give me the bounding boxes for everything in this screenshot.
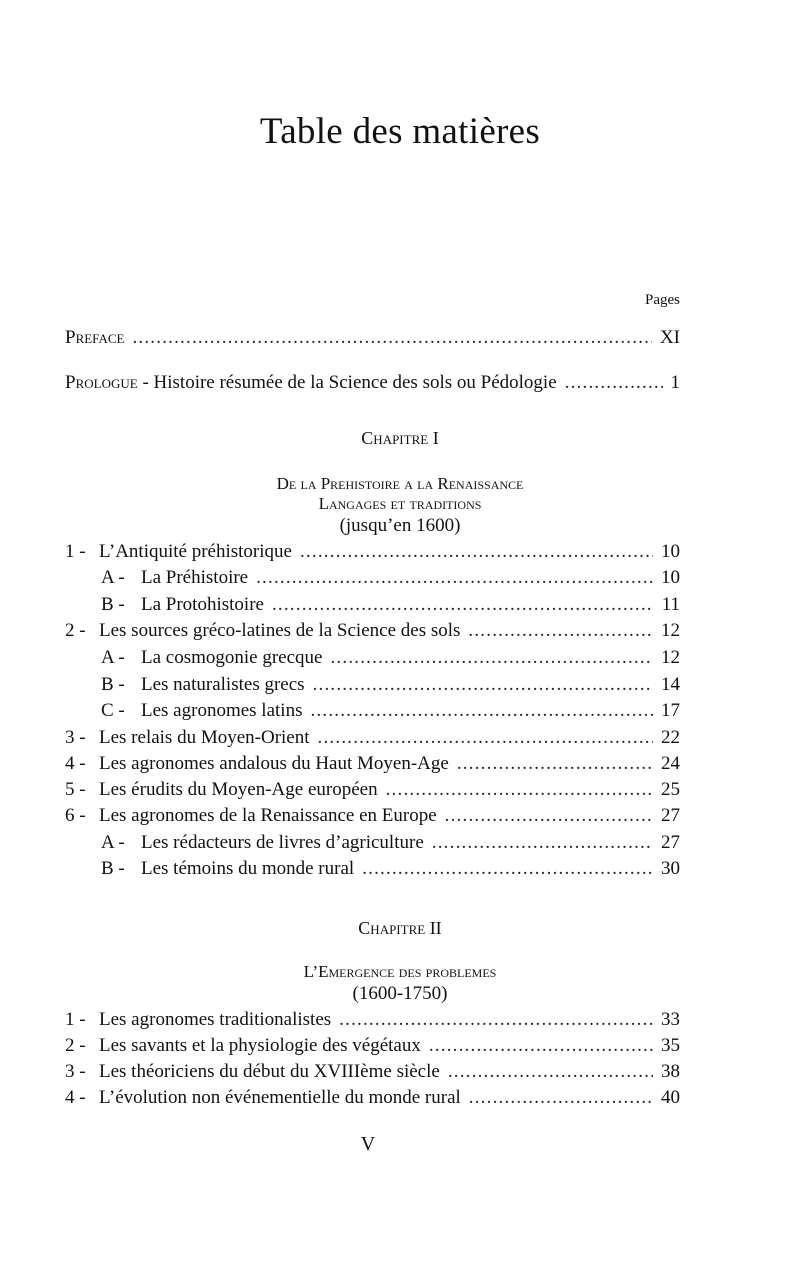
dot-leader [448, 1061, 653, 1083]
entry-number: 3 - [65, 1061, 86, 1082]
dot-leader [386, 779, 653, 801]
pages-column-label: Pages [645, 292, 680, 308]
dot-leader [330, 647, 653, 669]
entry-number: B - [101, 674, 125, 695]
entry-label: Prologue [65, 372, 138, 393]
entry-page: 35 [661, 1035, 680, 1056]
entry-title: Les témoins du monde rural [141, 858, 355, 879]
entry-number: 3 - [65, 727, 86, 748]
dot-leader [256, 567, 653, 589]
toc-entry [101, 858, 680, 880]
chapter-title: De la Prehistoire a la Renaissance [276, 474, 524, 493]
entry-title: L’évolution non événementielle du monde rural [99, 1087, 461, 1108]
chapter-period: (jusqu’en 1600) [339, 515, 461, 536]
dot-leader [429, 1035, 653, 1057]
chapter-title: L’Emergence des problemes [303, 962, 497, 981]
toc-entry [65, 1061, 680, 1083]
entry-page: XI [659, 327, 680, 348]
toc-entry [65, 753, 680, 775]
chapter-heading: Chapitre I [361, 428, 439, 448]
entry-title: Les érudits du Moyen-Age européen [99, 779, 378, 800]
dot-leader [362, 858, 653, 880]
dot-leader [132, 327, 651, 349]
entry-number: 5 - [65, 779, 86, 800]
entry-number: 1 - [65, 1009, 86, 1030]
toc-entry-preface [65, 327, 680, 349]
entry-number: 2 - [65, 620, 86, 641]
toc-entry [65, 620, 680, 642]
entry-number: 6 - [65, 805, 86, 826]
entry-title: Les savants et la physiologie des végétaux [99, 1035, 421, 1056]
toc-entry-prologue [65, 372, 680, 394]
toc-entry [65, 727, 680, 749]
entry-page: 25 [661, 779, 680, 800]
entry-page: 14 [661, 674, 680, 695]
entry-page: 10 [661, 541, 680, 562]
chapter-subtitle: Langages et traditions [318, 494, 482, 513]
toc-entry [65, 1087, 680, 1109]
toc-entry [65, 1035, 680, 1057]
toc-entry [101, 594, 680, 616]
dot-leader [318, 727, 653, 749]
toc-entry [101, 674, 680, 696]
entry-title: La cosmogonie grecque [141, 647, 323, 668]
toc-entry [65, 541, 680, 563]
entry-number: A - [101, 647, 125, 668]
entry-title: Les relais du Moyen-Orient [99, 727, 310, 748]
entry-page: 1 [670, 372, 680, 393]
dot-leader [313, 674, 653, 696]
entry-title: Les agronomes traditionalistes [99, 1009, 332, 1030]
entry-number: A - [101, 832, 125, 853]
entry-title: Les sources gréco-latines de la Science des sols [99, 620, 461, 641]
dot-leader [272, 594, 654, 616]
dot-leader [432, 832, 653, 854]
entry-page: 11 [661, 594, 680, 615]
entry-page: 30 [661, 858, 680, 879]
dot-leader [310, 700, 653, 722]
entry-title: L’Antiquité préhistorique [99, 541, 292, 562]
entry-number: 1 - [65, 541, 86, 562]
page-title: Table des matières [259, 111, 541, 152]
entry-title: Preface [65, 327, 125, 348]
entry-title: Les agronomes latins [141, 700, 303, 721]
dot-leader [468, 620, 653, 642]
chapter-heading: Chapitre II [358, 918, 442, 938]
dot-leader [457, 753, 653, 775]
entry-number: C - [101, 700, 125, 721]
dot-leader [565, 372, 663, 394]
entry-page: 40 [661, 1087, 680, 1108]
chapter-period: (1600-1750) [352, 983, 448, 1004]
entry-number: 2 - [65, 1035, 86, 1056]
page-number: V [360, 1133, 376, 1155]
entry-number: 4 - [65, 1087, 86, 1108]
entry-title: Les agronomes de la Renaissance en Europe [99, 805, 437, 826]
dot-leader [445, 805, 653, 827]
entry-page: 10 [661, 567, 680, 588]
entry-page: 12 [661, 620, 680, 641]
entry-page: 38 [661, 1061, 680, 1082]
entry-title: Les agronomes andalous du Haut Moyen-Age [99, 753, 449, 774]
dot-leader [469, 1087, 653, 1109]
entry-page: 12 [661, 647, 680, 668]
toc-entry [101, 700, 680, 722]
entry-page: 24 [661, 753, 680, 774]
toc-entry [65, 779, 680, 801]
toc-entry [101, 567, 680, 589]
toc-entry [65, 1009, 680, 1031]
entry-title: Les naturalistes grecs [141, 674, 305, 695]
entry-page: 27 [661, 805, 680, 826]
entry-page: 22 [661, 727, 680, 748]
entry-title: - Histoire résumée de la Science des sols ou Pédologie [137, 372, 557, 393]
entry-title: Les rédacteurs de livres d’agriculture [141, 832, 424, 853]
entry-title: Les théoriciens du début du XVIIIème siècle [99, 1061, 440, 1082]
entry-page: 17 [661, 700, 680, 721]
dot-leader [339, 1009, 653, 1031]
entry-title: La Préhistoire [141, 567, 249, 588]
toc-entry [101, 832, 680, 854]
entry-number: A - [101, 567, 125, 588]
toc-entry [101, 647, 680, 669]
entry-title: La Protohistoire [141, 594, 264, 615]
entry-page: 33 [661, 1009, 680, 1030]
entry-number: 4 - [65, 753, 86, 774]
entry-number: B - [101, 594, 125, 615]
toc-entry [65, 805, 680, 827]
entry-number: B - [101, 858, 125, 879]
dot-leader [300, 541, 653, 563]
entry-page: 27 [661, 832, 680, 853]
